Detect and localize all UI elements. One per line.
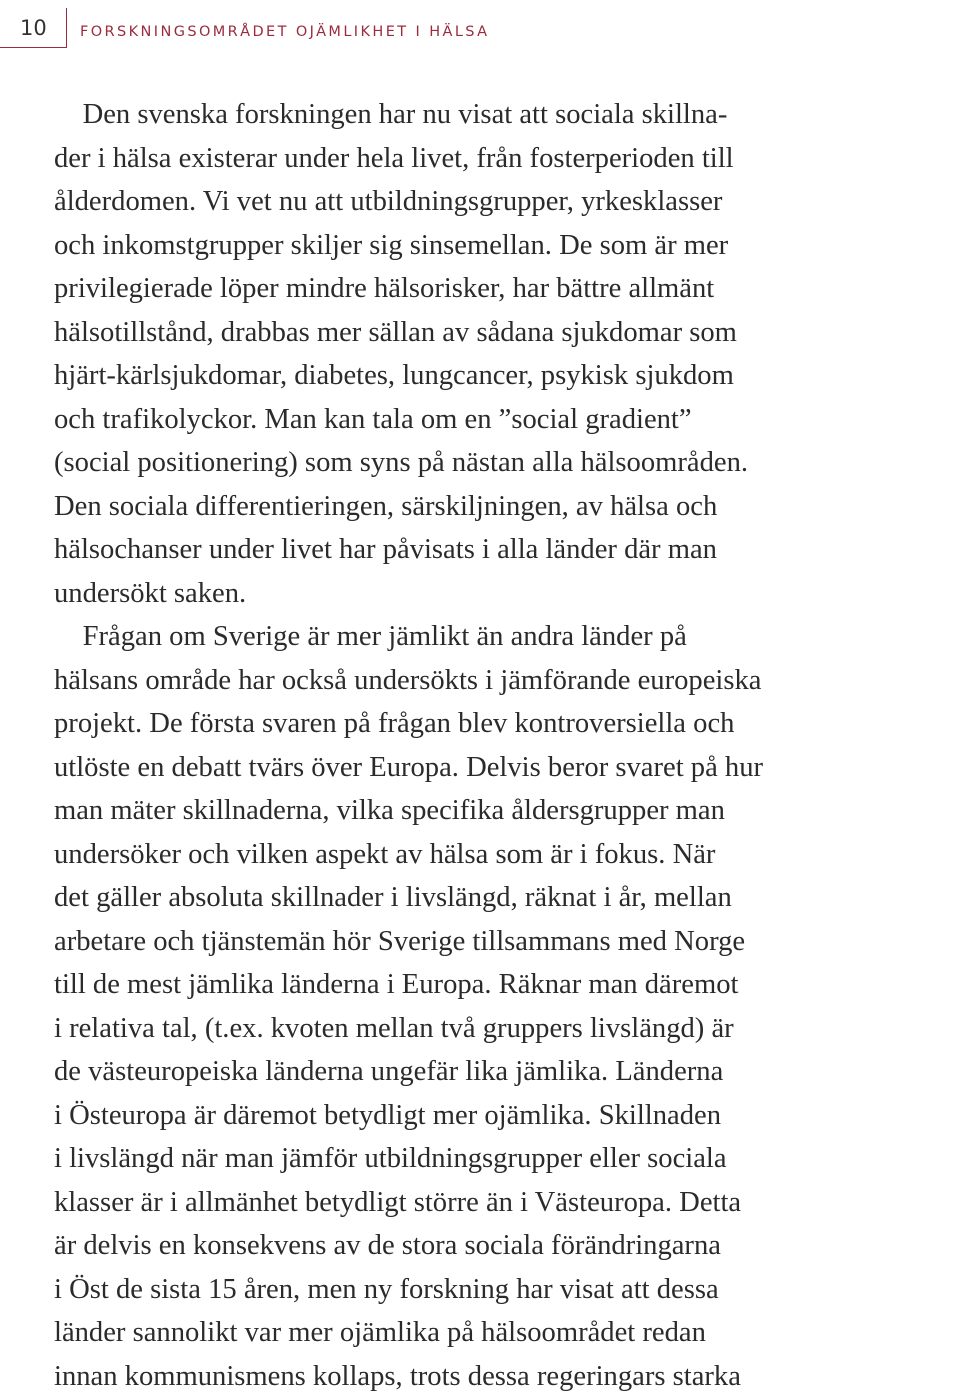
- text-line: Den sociala differentieringen, särskiljningen, av hälsa och: [54, 490, 718, 522]
- text-line: i livslängd när man jämför utbildningsgrupper eller sociala: [54, 1143, 727, 1174]
- text-line: och trafikolyckor. Man kan tala om en ”social gradient”: [54, 403, 692, 435]
- text-line: de västeuropeiska länderna ungefär lika jämlika. Länderna: [54, 1056, 724, 1087]
- text-line: hälsochanser under livet har påvisats i alla länder där man: [54, 534, 717, 565]
- text-line: hälsotillstånd, drabbas mer sällan av sådana sjukdomar som: [54, 316, 737, 348]
- text-line: privilegierade löper mindre hälsorisker, har bättre allmänt: [54, 273, 715, 304]
- text-line: länder sannolikt var mer ojämlika på hälsoområdet redan: [54, 1317, 706, 1348]
- body-text: [54, 93, 954, 1398]
- text-line: hjärt-kärlsjukdomar, diabetes, lungcancer, psykisk sjukdom: [54, 360, 734, 391]
- text-line: det gäller absoluta skillnader i livslängd, räknat i år, mellan: [54, 882, 732, 913]
- text-line: i Östeuropa är däremot betydligt mer ojämlika. Skillnaden: [54, 1099, 722, 1131]
- text-line: är delvis en konsekvens av de stora sociala förändringarna: [54, 1230, 721, 1261]
- text-line: undersöker och vilken aspekt av hälsa som är i fokus. När: [54, 838, 716, 870]
- text-line: i Öst de sista 15 åren, men ny forskning har visat att dessa: [54, 1273, 719, 1305]
- text-line: och inkomstgrupper skiljer sig sinsemellan. De som är mer: [54, 229, 729, 261]
- header-divider: [66, 8, 67, 48]
- text-line: der i hälsa existerar under hela livet, från fosterperioden till: [54, 142, 734, 174]
- text-line: Frågan om Sverige är mer jämlikt än andra länder på: [54, 621, 687, 652]
- page-number: 10: [20, 16, 47, 40]
- text-line: arbetare och tjänstemän hör Sverige tillsammans med Norge: [54, 925, 746, 957]
- text-line: klasser är i allmänhet betydligt större än i Västeuropa. Detta: [54, 1186, 742, 1218]
- header-rule: [0, 47, 66, 48]
- text-line: utlöste en debatt tvärs över Europa. Delvis beror svaret på hur: [54, 751, 764, 783]
- text-line: innan kommunismens kollaps, trots dessa regeringars starka: [54, 1360, 741, 1392]
- text-line: man mäter skillnaderna, vilka specifika åldersgrupper man: [54, 795, 725, 826]
- text-line: projekt. De första svaren på frågan blev kontroversiella och: [54, 708, 735, 739]
- text-line: ålderdomen. Vi vet nu att utbildningsgrupper, yrkesklasser: [54, 186, 723, 217]
- text-line: (social positionering) som syns på nästan alla hälsoområden.: [54, 447, 749, 478]
- text-line: hälsans område har också undersökts i jämförande europeiska: [54, 664, 762, 696]
- text-line: till de mest jämlika länderna i Europa. Räknar man däremot: [54, 969, 739, 1000]
- text-line: i relativa tal, (t.ex. kvoten mellan två gruppers livslängd) är: [54, 1012, 734, 1044]
- text-line: undersökt saken.: [54, 577, 247, 609]
- text-line: Den svenska forskningen har nu visat att sociala skillna-: [54, 99, 728, 130]
- running-head: FORSKNINGSOMRÅDET OJÄMLIKHET I HÄLSA: [80, 24, 490, 40]
